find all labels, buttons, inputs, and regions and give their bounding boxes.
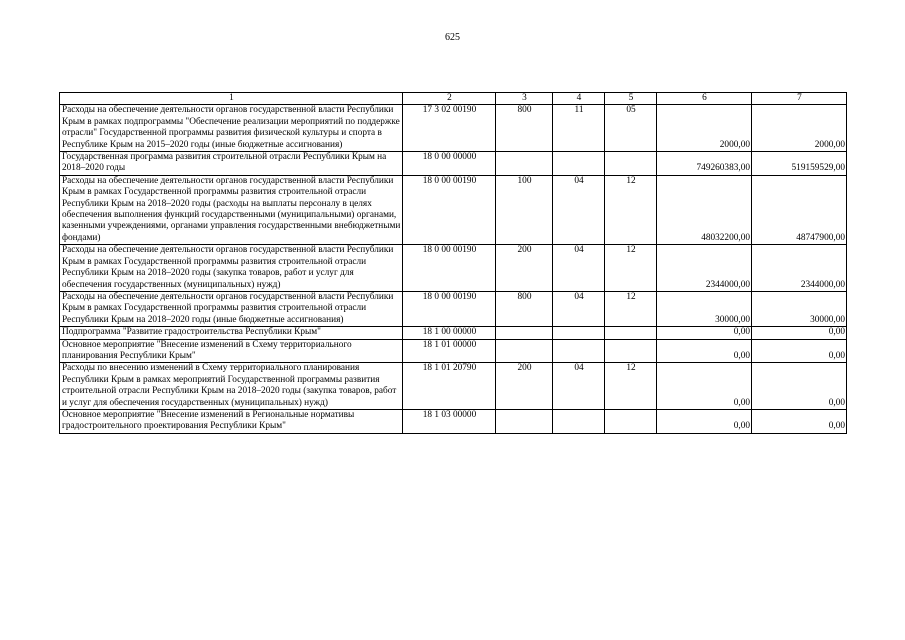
row-amount-2020-cell: 519159529,00 (752, 152, 847, 176)
budget-table (59, 92, 847, 434)
row-expense-type-cell: 800 (496, 291, 553, 326)
row-target-article-cell: 18 1 01 20790 (403, 363, 496, 410)
row-target-article-cell: 18 1 03 00000 (403, 409, 496, 433)
row-target-article-cell: 17 3 02 00190 (403, 105, 496, 152)
row-name-cell: Подпрограмма "Развитие градостроительства Республики Крым" (60, 327, 403, 339)
row-name-cell: Расходы на обеспечение деятельности органов государственной власти Республики Крым в рамках Государственной программы развития строительной отрасли Республики Крым на 2018–2020 годы (расходы на выплаты персоналу в целях обеспечения выполнения функций государственными (муниципальными) органами, казенными учреждениями, органами управления государственными внебюджетными фондами) (60, 175, 403, 244)
row-name-cell: Государственная программа развития строительной отрасли Республики Крым на 2018–2020 годы (60, 152, 403, 176)
column-header: 7 (752, 93, 847, 105)
row-amount-2019-cell: 30000,00 (657, 291, 752, 326)
column-header: 3 (496, 93, 553, 105)
row-target-article-cell: 18 0 00 00190 (403, 175, 496, 244)
row-amount-2020-cell: 30000,00 (752, 291, 847, 326)
row-name-cell: Основное мероприятие "Внесение изменений в Схему территориального планирования Республики Крым" (60, 339, 403, 363)
row-target-article-cell: 18 1 01 00000 (403, 339, 496, 363)
row-amount-2020-cell: 2000,00 (752, 105, 847, 152)
page-number: 625 (445, 32, 460, 43)
row-name-cell: Расходы на обеспечение деятельности органов государственной власти Республики Крым в рамках подпрограммы "Обеспечение реализации мероприятий по поддержке отрасли" Государственной программы развития физической культуры и спорта в Республике Крым на 2015–2020 годы (иные бюджетные ассигнования) (60, 105, 403, 152)
row-section-cell: 04 (553, 291, 605, 326)
row-amount-2019-cell: 0,00 (657, 327, 752, 339)
row-amount-2019-cell: 0,00 (657, 409, 752, 433)
row-expense-type-cell (496, 409, 553, 433)
row-section-cell: 04 (553, 245, 605, 292)
row-amount-2020-cell: 48747900,00 (752, 175, 847, 244)
row-target-article-cell: 18 0 00 00000 (403, 152, 496, 176)
row-amount-2020-cell: 2344000,00 (752, 245, 847, 292)
row-section-cell: 04 (553, 175, 605, 244)
row-section-cell (553, 327, 605, 339)
row-target-article-cell: 18 1 00 00000 (403, 327, 496, 339)
row-name-cell: Расходы на обеспечение деятельности органов государственной власти Республики Крым в рамках Государственной программы развития строительной отрасли Республики Крым на 2018–2020 годы (иные бюджетные ассигнования) (60, 291, 403, 326)
row-expense-type-cell (496, 152, 553, 176)
row-amount-2019-cell: 749260383,00 (657, 152, 752, 176)
row-section-cell: 04 (553, 363, 605, 410)
row-amount-2020-cell: 0,00 (752, 327, 847, 339)
row-section-cell (553, 409, 605, 433)
table-row (60, 175, 847, 244)
row-subsection-cell (605, 409, 657, 433)
row-amount-2019-cell: 2344000,00 (657, 245, 752, 292)
row-amount-2020-cell: 0,00 (752, 409, 847, 433)
table-row (60, 105, 847, 152)
column-header: 5 (605, 93, 657, 105)
table-row (60, 245, 847, 292)
column-header: 6 (657, 93, 752, 105)
row-amount-2019-cell: 48032200,00 (657, 175, 752, 244)
row-section-cell (553, 339, 605, 363)
row-subsection-cell (605, 339, 657, 363)
table-row (60, 152, 847, 176)
row-target-article-cell: 18 0 00 00190 (403, 291, 496, 326)
row-subsection-cell: 12 (605, 363, 657, 410)
row-amount-2019-cell: 0,00 (657, 339, 752, 363)
row-amount-2019-cell: 2000,00 (657, 105, 752, 152)
row-expense-type-cell (496, 327, 553, 339)
row-subsection-cell: 12 (605, 291, 657, 326)
column-header: 1 (60, 93, 403, 105)
row-name-cell: Основное мероприятие "Внесение изменений в Региональные нормативы градостроительного проектирования Республики Крым" (60, 409, 403, 433)
row-expense-type-cell: 200 (496, 363, 553, 410)
row-name-cell: Расходы по внесению изменений в Схему территориального планирования Республики Крым в рамках мероприятий Государственной программы развития строительной отрасли Республики Крым на 2018–2020 годы (закупка товаров, работ и услуг для обеспечения государственных (муниципальных) нужд) (60, 363, 403, 410)
row-subsection-cell (605, 327, 657, 339)
row-expense-type-cell: 200 (496, 245, 553, 292)
row-section-cell (553, 152, 605, 176)
table-row (60, 291, 847, 326)
row-subsection-cell: 05 (605, 105, 657, 152)
row-amount-2020-cell: 0,00 (752, 363, 847, 410)
table-row (60, 327, 847, 339)
row-target-article-cell: 18 0 00 00190 (403, 245, 496, 292)
table-row (60, 339, 847, 363)
row-expense-type-cell: 100 (496, 175, 553, 244)
row-amount-2020-cell: 0,00 (752, 339, 847, 363)
row-subsection-cell: 12 (605, 245, 657, 292)
table-row (60, 363, 847, 410)
row-name-cell: Расходы на обеспечение деятельности органов государственной власти Республики Крым в рамках Государственной программы развития строительной отрасли Республики Крым на 2018–2020 годы (закупка товаров, работ и услуг для обеспечения государственных (муниципальных) нужд) (60, 245, 403, 292)
column-header: 2 (403, 93, 496, 105)
row-amount-2019-cell: 0,00 (657, 363, 752, 410)
column-header: 4 (553, 93, 605, 105)
row-section-cell: 11 (553, 105, 605, 152)
table-header-row (60, 93, 847, 105)
row-expense-type-cell (496, 339, 553, 363)
row-subsection-cell: 12 (605, 175, 657, 244)
table-row (60, 409, 847, 433)
row-subsection-cell (605, 152, 657, 176)
row-expense-type-cell: 800 (496, 105, 553, 152)
